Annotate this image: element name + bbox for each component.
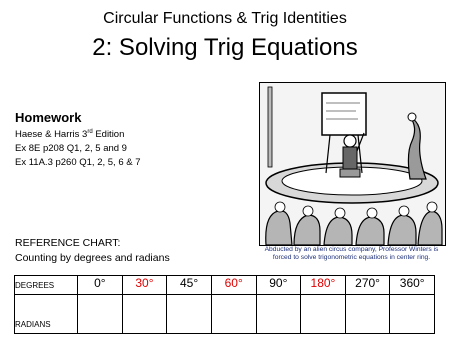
radian-cell xyxy=(122,295,167,334)
degree-cell: 30° xyxy=(122,276,167,295)
radian-cell xyxy=(78,295,123,334)
degree-cell: 90° xyxy=(256,276,301,295)
radian-cell xyxy=(301,295,346,334)
reference-subheading: Counting by degrees and radians xyxy=(15,252,170,264)
reference-chart-table xyxy=(14,275,435,334)
reference-heading: REFERENCE CHART: xyxy=(15,237,121,249)
homework-textbook-sup: rd xyxy=(87,129,93,135)
radian-cell xyxy=(345,295,390,334)
degree-cell: 180° xyxy=(301,276,346,295)
radian-cell xyxy=(390,295,435,334)
cartoon-image xyxy=(259,82,446,246)
radian-cell xyxy=(256,295,301,334)
degrees-label: DEGREES xyxy=(15,276,78,295)
cartoon-drawing xyxy=(260,83,445,245)
degree-cell: 45° xyxy=(167,276,212,295)
radians-row xyxy=(15,295,435,334)
homework-exercise-2: Ex 11A.3 p260 Q1, 2, 5, 6 & 7 xyxy=(15,157,141,168)
lesson-title: 2: Solving Trig Equations xyxy=(92,34,358,61)
homework-textbook-main: Haese & Harris 3 xyxy=(15,129,88,141)
degree-cell: 0° xyxy=(78,276,123,295)
homework-exercise-1: Ex 8E p208 Q1, 2, 5 and 9 xyxy=(15,143,127,154)
homework-textbook xyxy=(15,129,124,140)
homework-textbook-tail: Edition xyxy=(92,129,125,141)
degrees-row xyxy=(15,276,435,295)
cartoon-caption: Abducted by an alien circus company, Professor Winters is forced to solve trigonometric equations in center ring. xyxy=(264,246,439,262)
degree-cell: 60° xyxy=(211,276,256,295)
degree-cell: 270° xyxy=(345,276,390,295)
homework-heading: Homework xyxy=(15,110,82,125)
degree-cell: 360° xyxy=(390,276,435,295)
lesson-subtitle: Circular Functions & Trig Identities xyxy=(103,10,347,27)
radian-cell xyxy=(167,295,212,334)
radians-label: RADIANS xyxy=(15,295,78,334)
radian-cell xyxy=(211,295,256,334)
